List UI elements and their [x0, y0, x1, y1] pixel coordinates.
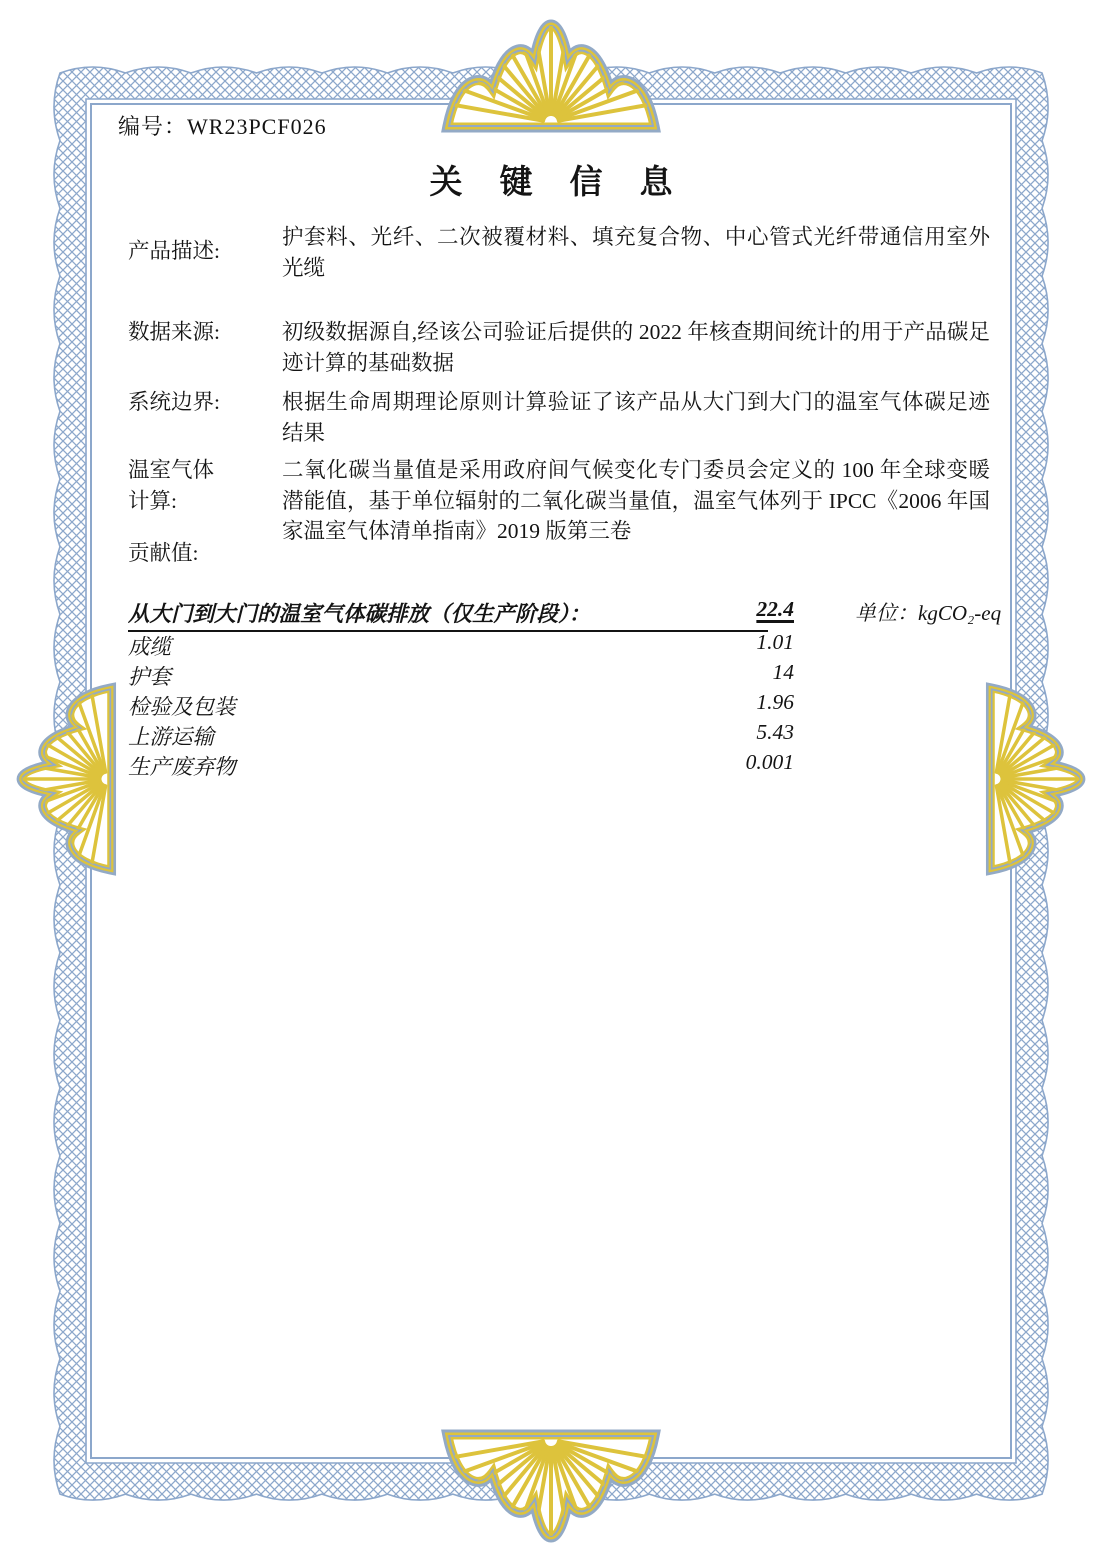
- emissions-row-label-production-waste: 生产废弃物: [128, 755, 236, 779]
- emissions-row-label-upstream-transport: 上游运输: [128, 725, 215, 749]
- field-value-product-description: 护套料、光纤、二次被覆材料、填充复合物、中心管式光纤带通信用室外光缆: [282, 225, 990, 280]
- emissions-unit-label: 单位：kgCO₂-eq: [855, 601, 1002, 625]
- field-label-ghg-calculation: 温室气体计算:: [128, 458, 215, 513]
- field-value-ghg-calculation: 二氧化碳当量值是采用政府间气候变化专门委员会定义的 100 年全球变暖潜能值，基于单位辐射的二氧化碳当量值，温室气体列于 IPCC《2006 年国家温室气体清单指南》2019 版第三卷: [282, 458, 990, 543]
- emissions-total-value: [128, 597, 794, 622]
- emissions-row-label-inspection-packaging: 检验及包装: [128, 695, 236, 719]
- emissions-row-value-inspection-packaging: 1.96: [756, 690, 794, 714]
- field-label-product-description: 产品描述:: [128, 239, 220, 263]
- field-label-contribution: 贡献值:: [128, 541, 199, 565]
- emissions-row-value-cabling: 1.01: [756, 630, 794, 654]
- emissions-header-label: 从大门到大门的温室气体碳排放（仅生产阶段）：: [128, 597, 768, 632]
- inner-frame-line: [91, 104, 1011, 1458]
- field-value-data-source: 初级数据源自,经该公司验证后提供的 2022 年核查期间统计的用于产品碳足迹计算的基础数据: [282, 320, 990, 375]
- emissions-row-value-production-waste: 0.001: [745, 750, 794, 774]
- field-value-system-boundary: 根据生命周期理论原则计算验证了该产品从大门到大门的温室气体碳足迹结果: [282, 390, 990, 445]
- page-title: 关键信息: [429, 165, 710, 201]
- field-label-data-source: 数据来源:: [128, 320, 220, 344]
- emissions-row-label-sheath: 护套: [128, 665, 172, 689]
- emissions-row-label-cabling: 成缆: [128, 635, 172, 659]
- emissions-row-value-sheath: 14: [772, 660, 794, 684]
- field-label-system-boundary: 系统边界:: [128, 390, 220, 414]
- document-number: 编号：WR23PCF026: [118, 114, 327, 139]
- emissions-row-value-upstream-transport: 5.43: [756, 720, 794, 744]
- emissions-total-number: 22.4: [756, 597, 794, 621]
